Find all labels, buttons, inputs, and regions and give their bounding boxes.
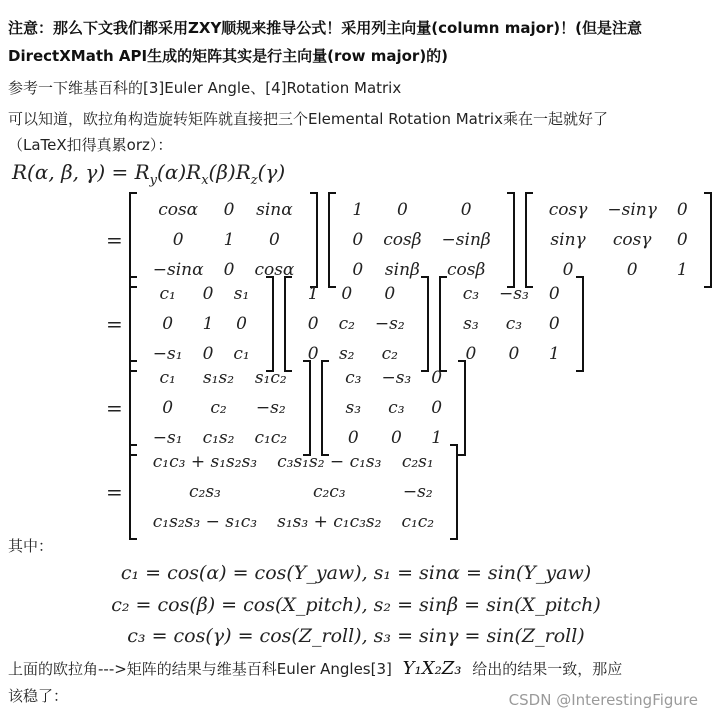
matrix-cell: −sinγ (607, 200, 657, 220)
matrix-cell: 0 (548, 284, 560, 304)
matrix-cell: c₂s₃ (189, 482, 221, 502)
matrix-cell: c₁ (159, 284, 176, 304)
matrix-cell: −sinβ (441, 230, 491, 250)
matrix-cell: 0 (460, 200, 472, 220)
matrix-cell: s₁s₃ + c₁c₃s₂ (277, 512, 382, 532)
matrix-cell: 1 (548, 344, 560, 364)
equals-sign: = (106, 480, 123, 504)
matrix-cell: 0 (307, 314, 319, 334)
equation-row-2 (100, 276, 594, 372)
matrix-cell: 0 (352, 260, 364, 280)
matrix-cell: c₂c₃ (312, 482, 346, 502)
matrix-cell: 0 (269, 230, 280, 250)
matrix-cell: 1 (676, 260, 688, 280)
matrix-cell: s₂ (338, 344, 355, 364)
matrix-cell: 0 (202, 284, 214, 304)
matrix-cell: c₁s₂ (202, 428, 235, 448)
conclusion-line-2: 该稳了： (8, 687, 69, 705)
matrix-cell: 0 (162, 398, 174, 418)
equation-row-3 (100, 360, 476, 456)
bracket-right (266, 276, 274, 372)
note-line-1: 注意：那么下文我们都采用ZXY顺规来推导公式！采用列主向量(column major)！(但是注意 (8, 19, 643, 37)
matrix-cell: 0 (307, 344, 319, 364)
matrix-cell: 0 (352, 230, 364, 250)
matrix-cell: −s₂ (374, 314, 405, 334)
equals-sign: = (106, 396, 123, 420)
matrix-cell: c₃ (345, 368, 362, 388)
equation-row-4 (100, 444, 468, 540)
matrix-cell: s₃ (463, 314, 479, 334)
matrix-cell: 0 (508, 344, 520, 364)
bracket-right (303, 360, 311, 456)
matrix-cell: c₁ (233, 344, 250, 364)
matrix-cell: −s₃ (381, 368, 412, 388)
definition-c1-s1: c₁ = cos(α) = cos(Y_yaw), s₁ = sinα = sin(Y_yaw) (120, 562, 592, 584)
equals-sign: = (106, 228, 123, 252)
matrix-cell: 0 (626, 260, 638, 280)
matrix-cell: s₁s₂ (202, 368, 235, 388)
matrix-cell: sinγ (550, 230, 586, 250)
bracket-left (439, 276, 447, 372)
bracket-left (284, 276, 292, 372)
matrix-cell: 1 (307, 284, 319, 304)
matrix-cell: 0 (396, 200, 408, 220)
note-line-2: DirectXMath API生成的矩阵其实是行主向量(row major)的) (8, 47, 449, 65)
matrix (321, 360, 466, 456)
bracket-left (321, 360, 329, 456)
matrix-cell: c₃ (388, 398, 405, 418)
matrix-cell: c₁c₂ (254, 428, 288, 448)
matrix-cell: c₃ (505, 314, 523, 334)
definition-c3-s3: c₃ = cos(γ) = cos(Z_roll), s₃ = sinγ = sin(Z_roll) (127, 625, 585, 647)
bracket-left (525, 192, 533, 288)
matrix-cell: 0 (384, 284, 396, 304)
matrix-cell: cosα (158, 200, 199, 220)
matrix-cell: c₂ (338, 314, 355, 334)
matrix-cell: 0 (390, 428, 402, 448)
matrix-cell: −s₁ (152, 344, 183, 364)
matrix-cell: c₂ (381, 344, 398, 364)
matrix-cell: −s₂ (255, 398, 286, 418)
bracket-right (507, 192, 515, 288)
matrix-cell: c₃s₁s₂ − c₁s₃ (277, 452, 382, 472)
equals-sign: = (106, 312, 123, 336)
matrix-cell: cosα (254, 260, 295, 280)
matrix-cell: 1 (223, 230, 235, 250)
bracket-left (129, 444, 137, 540)
matrix-cell: s₁ (233, 284, 250, 304)
matrix-cell: 1 (431, 428, 443, 448)
intro-line-1: 可以知道，欧拉角构造旋转矩阵就直接把三个Elemental Rotation Matrix乘在一起就好了 (8, 110, 608, 128)
intro-line-2: （LaTeX扣得真累orz）： (8, 136, 173, 154)
matrix-cell: 0 (676, 230, 688, 250)
matrix-cell: sinα (256, 200, 293, 220)
matrix-cell: 0 (341, 284, 353, 304)
matrix-cell: cosβ (446, 260, 486, 280)
equation-lhs-text: R(α, β, $\gamma) = R_y(\alpha)R_x(\beta)R_z(\gamma)$ (12, 160, 286, 188)
matrix-cell: 0 (548, 314, 560, 334)
bracket-right (704, 192, 712, 288)
bracket-left (129, 276, 137, 372)
conclusion-math: Y₁X₂Z₃ (402, 658, 462, 679)
bracket-left (129, 360, 137, 456)
matrix-cell: cosγ (548, 200, 588, 220)
definition-c2-s2: c₂ = cos(β) = cos(X_pitch), s₂ = sinβ = sin(X_pitch) (111, 594, 601, 616)
matrix-cell: s₃ (345, 398, 362, 418)
matrix-cell: s₁c₂ (254, 368, 287, 388)
matrix-cell: c₂ (210, 398, 227, 418)
matrix-cell: 0 (223, 200, 235, 220)
matrix-cell: −s₂ (402, 482, 433, 502)
matrix-cell: 0 (465, 344, 477, 364)
matrix-cell: c₁s₂s₃ − s₁c₃ (152, 512, 258, 532)
bracket-right (458, 360, 466, 456)
matrix-cell: 0 (223, 260, 235, 280)
matrix-cell: sinβ (384, 260, 420, 280)
matrix-cell: cosγ (612, 230, 652, 250)
matrix-cell: c₂s₁ (401, 452, 434, 472)
reference-line: 参考一下维基百科的[3]Euler Angle、[4]Rotation Matrix (8, 79, 402, 97)
conclusion-line-1 (8, 657, 622, 681)
matrix-cell: −sinα (152, 260, 204, 280)
matrix-cell: c₁c₂ (401, 512, 435, 532)
matrix (284, 276, 429, 372)
matrix-cell: −s₁ (152, 428, 183, 448)
bracket-right (576, 276, 584, 372)
bracket-right (450, 444, 458, 540)
matrix (129, 444, 458, 540)
matrix-cell: 0 (347, 428, 359, 448)
conclusion-text: 上面的欧拉角--->矩阵的结果与维基百科Euler Angles[3] (8, 660, 392, 678)
matrix-cell: c₃ (462, 284, 480, 304)
where-label: 其中： (8, 537, 54, 555)
matrix-cell: 0 (236, 314, 247, 334)
matrix-cell: 0 (202, 344, 214, 364)
equation-lhs (12, 160, 285, 188)
matrix (525, 192, 712, 288)
matrix (439, 276, 584, 372)
matrix-cell: 0 (172, 230, 184, 250)
bracket-left (328, 192, 336, 288)
bracket-right (310, 192, 318, 288)
matrix-cell: 0 (562, 260, 574, 280)
matrix-cell: 1 (202, 314, 214, 334)
matrix (129, 192, 319, 288)
matrix-cell: 1 (352, 200, 364, 220)
matrix-cell: cosβ (383, 230, 422, 250)
matrix-cell: 0 (431, 368, 443, 388)
bracket-right (421, 276, 429, 372)
matrix-cell: 0 (162, 314, 174, 334)
conclusion-text-end: 给出的结果一致，那应 (472, 660, 623, 678)
equation-row-1 (100, 192, 712, 288)
matrix (129, 360, 311, 456)
matrix (328, 192, 514, 288)
matrix-cell: 0 (431, 398, 443, 418)
matrix-cell: c₁ (159, 368, 176, 388)
matrix-cell: −s₃ (499, 284, 529, 304)
matrix-cell: 0 (676, 200, 688, 220)
matrix-cell: c₁c₃ + s₁s₂s₃ (152, 452, 258, 472)
bracket-left (129, 192, 137, 288)
watermark: CSDN @InterestingFigure (508, 691, 698, 709)
matrix (129, 276, 274, 372)
